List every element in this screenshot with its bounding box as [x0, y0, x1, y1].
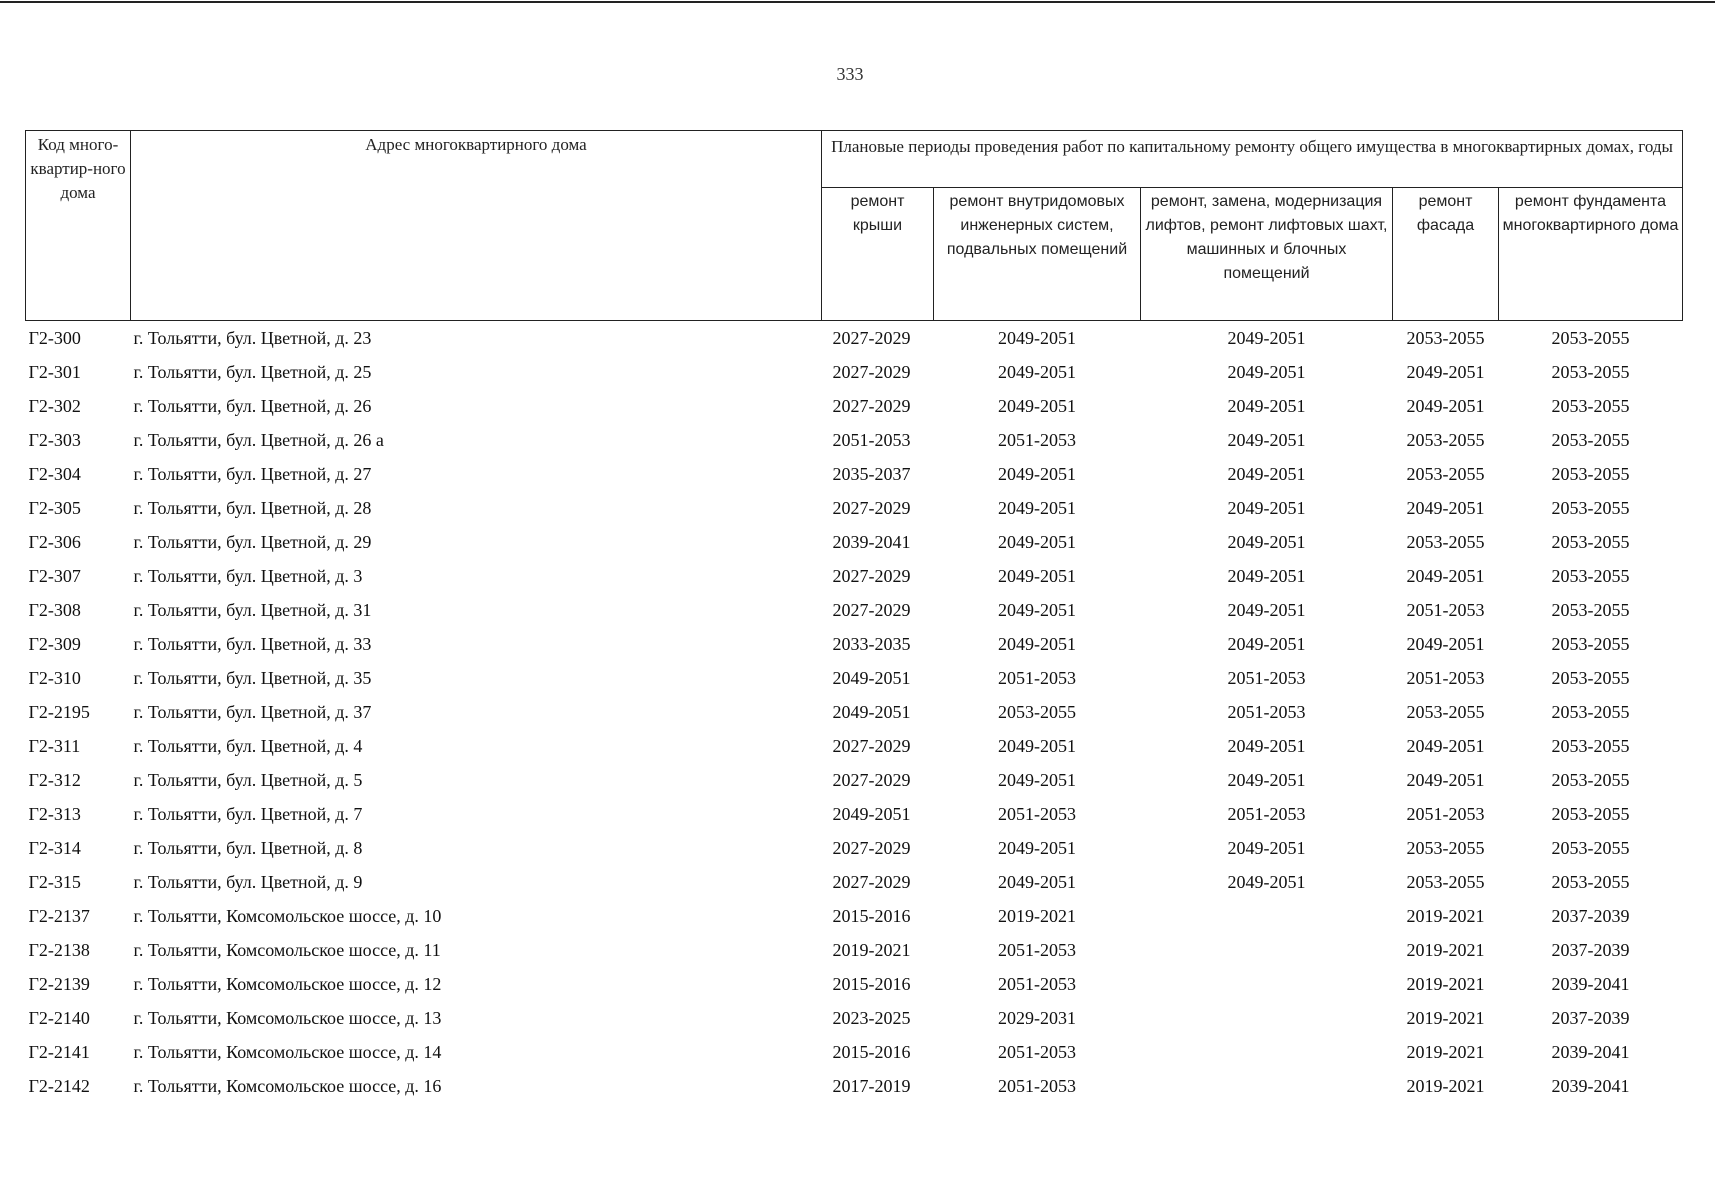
table-row [26, 457, 1683, 491]
cell-facade: 2019-2021 [1406, 1041, 1485, 1062]
cell-roof: 2027-2029 [832, 837, 911, 858]
cell-elevators [1141, 1001, 1393, 1035]
cell-foundation: 2053-2055 [1551, 803, 1630, 824]
cell-engineering: 2051-2053 [998, 803, 1076, 824]
table-row [26, 831, 1683, 865]
cell-code: Г2-305 [28, 497, 81, 518]
table-row [26, 661, 1683, 695]
cell-code: Г2-2137 [28, 905, 90, 926]
cell-code: Г2-2141 [28, 1041, 90, 1062]
cell-elevators: 2049-2051 [1227, 871, 1306, 892]
cell-foundation: 2053-2055 [1551, 667, 1630, 688]
cell-elevators: 2049-2051 [1227, 599, 1306, 620]
cell-engineering: 2051-2053 [998, 1041, 1076, 1062]
cell-foundation: 2053-2055 [1551, 497, 1630, 518]
cell-engineering: 2019-2021 [998, 905, 1076, 926]
cell-elevators: 2049-2051 [1227, 837, 1306, 858]
header-code: Код много-квартир-ного дома [26, 131, 131, 321]
cell-code: Г2-315 [28, 871, 81, 892]
cell-code: Г2-311 [28, 735, 81, 756]
cell-foundation: 2053-2055 [1551, 769, 1630, 790]
cell-address: г. Тольятти, бул. Цветной, д. 28 [133, 497, 372, 518]
cell-elevators [1141, 1035, 1393, 1069]
cell-engineering: 2049-2051 [998, 837, 1076, 858]
cell-engineering: 2049-2051 [998, 735, 1076, 756]
cell-engineering: 2049-2051 [998, 769, 1076, 790]
cell-roof: 2027-2029 [832, 327, 911, 348]
cell-code: Г2-306 [28, 531, 81, 552]
cell-roof: 2027-2029 [832, 361, 911, 382]
cell-facade: 2049-2051 [1406, 565, 1485, 586]
cell-code: Г2-2139 [28, 973, 90, 994]
cell-foundation: 2053-2055 [1551, 701, 1630, 722]
cell-elevators: 2049-2051 [1227, 769, 1306, 790]
cell-roof: 2017-2019 [832, 1075, 911, 1096]
table-row [26, 1001, 1683, 1035]
cell-engineering: 2049-2051 [998, 497, 1076, 518]
cell-roof: 2015-2016 [832, 1041, 911, 1062]
cell-elevators: 2049-2051 [1227, 531, 1306, 552]
cell-facade: 2019-2021 [1406, 905, 1485, 926]
cell-roof: 2049-2051 [832, 667, 911, 688]
cell-facade: 2049-2051 [1406, 735, 1485, 756]
cell-roof: 2035-2037 [832, 463, 911, 484]
cell-code: Г2-312 [28, 769, 81, 790]
cell-facade: 2049-2051 [1406, 361, 1485, 382]
cell-roof: 2015-2016 [832, 973, 911, 994]
cell-engineering: 2051-2053 [998, 973, 1076, 994]
cell-roof: 2049-2051 [832, 701, 911, 722]
cell-engineering: 2049-2051 [998, 633, 1076, 654]
table-row [26, 525, 1683, 559]
cell-code: Г2-2138 [28, 939, 90, 960]
cell-engineering: 2051-2053 [998, 429, 1076, 450]
cell-code: Г2-307 [28, 565, 81, 586]
cell-address: г. Тольятти, бул. Цветной, д. 33 [133, 633, 372, 654]
cell-address: г. Тольятти, бул. Цветной, д. 3 [133, 565, 363, 586]
cell-facade: 2049-2051 [1406, 497, 1485, 518]
cell-foundation: 2039-2041 [1551, 1075, 1630, 1096]
cell-roof: 2027-2029 [832, 497, 911, 518]
cell-foundation: 2053-2055 [1551, 531, 1630, 552]
table-row [26, 593, 1683, 627]
cell-facade: 2049-2051 [1406, 769, 1485, 790]
cell-facade: 2051-2053 [1406, 667, 1485, 688]
cell-elevators: 2049-2051 [1227, 633, 1306, 654]
cell-code: Г2-302 [28, 395, 81, 416]
cell-address: г. Тольятти, бул. Цветной, д. 8 [133, 837, 363, 858]
cell-roof: 2027-2029 [832, 395, 911, 416]
cell-address: г. Тольятти, бул. Цветной, д. 4 [133, 735, 363, 756]
cell-elevators: 2049-2051 [1227, 497, 1306, 518]
cell-roof: 2019-2021 [832, 939, 911, 960]
cell-facade: 2053-2055 [1406, 701, 1485, 722]
cell-foundation: 2053-2055 [1551, 327, 1630, 348]
cell-address: г. Тольятти, бул. Цветной, д. 25 [133, 361, 372, 382]
cell-code: Г2-2195 [28, 701, 90, 722]
table-row [26, 695, 1683, 729]
cell-engineering: 2049-2051 [998, 327, 1076, 348]
cell-elevators: 2049-2051 [1227, 361, 1306, 382]
header-facade: ремонт фасада [1393, 188, 1499, 321]
cell-address: г. Тольятти, Комсомольское шоссе, д. 10 [133, 905, 442, 926]
cell-address: г. Тольятти, бул. Цветной, д. 9 [133, 871, 363, 892]
cell-facade: 2019-2021 [1406, 973, 1485, 994]
cell-roof: 2015-2016 [832, 905, 911, 926]
cell-address: г. Тольятти, Комсомольское шоссе, д. 16 [133, 1075, 442, 1096]
cell-engineering: 2029-2031 [998, 1007, 1076, 1028]
cell-foundation: 2037-2039 [1551, 905, 1630, 926]
cell-address: г. Тольятти, бул. Цветной, д. 31 [133, 599, 372, 620]
cell-address: г. Тольятти, Комсомольское шоссе, д. 11 [133, 939, 441, 960]
cell-facade: 2051-2053 [1406, 599, 1485, 620]
table-row [26, 899, 1683, 933]
cell-engineering: 2049-2051 [998, 871, 1076, 892]
table-row [26, 1069, 1683, 1103]
cell-code: Г2-308 [28, 599, 81, 620]
cell-address: г. Тольятти, бул. Цветной, д. 26 [133, 395, 372, 416]
cell-elevators: 2049-2051 [1227, 463, 1306, 484]
cell-code: Г2-303 [28, 429, 81, 450]
cell-foundation: 2053-2055 [1551, 633, 1630, 654]
cell-address: г. Тольятти, бул. Цветной, д. 7 [133, 803, 363, 824]
cell-engineering: 2051-2053 [998, 939, 1076, 960]
header-elevators: ремонт, замена, модернизация лифтов, ремонт лифтовых шахт, машинных и блочных помещений [1141, 188, 1393, 321]
cell-engineering: 2049-2051 [998, 599, 1076, 620]
cell-elevators: 2051-2053 [1227, 667, 1306, 688]
top-border-line [0, 1, 1715, 3]
cell-code: Г2-300 [28, 327, 81, 348]
cell-address: г. Тольятти, Комсомольское шоссе, д. 14 [133, 1041, 442, 1062]
cell-foundation: 2039-2041 [1551, 1041, 1630, 1062]
cell-elevators: 2049-2051 [1227, 735, 1306, 756]
cell-foundation: 2053-2055 [1551, 871, 1630, 892]
cell-roof: 2027-2029 [832, 871, 911, 892]
cell-code: Г2-2142 [28, 1075, 90, 1096]
cell-foundation: 2053-2055 [1551, 735, 1630, 756]
cell-elevators [1141, 899, 1393, 933]
cell-elevators [1141, 1069, 1393, 1103]
cell-facade: 2019-2021 [1406, 939, 1485, 960]
cell-roof: 2027-2029 [832, 565, 911, 586]
table-row [26, 933, 1683, 967]
table-row [26, 559, 1683, 593]
cell-facade: 2053-2055 [1406, 327, 1485, 348]
cell-code: Г2-309 [28, 633, 81, 654]
table-row [26, 355, 1683, 389]
cell-address: г. Тольятти, Комсомольское шоссе, д. 13 [133, 1007, 442, 1028]
cell-engineering: 2051-2053 [998, 667, 1076, 688]
header-address: Адрес многоквартирного дома [131, 131, 822, 321]
page-number: 333 [836, 64, 864, 84]
table-row [26, 389, 1683, 423]
table-row [26, 797, 1683, 831]
cell-address: г. Тольятти, Комсомольское шоссе, д. 12 [133, 973, 442, 994]
table-row [26, 321, 1683, 356]
cell-address: г. Тольятти, бул. Цветной, д. 23 [133, 327, 372, 348]
header-foundation: ремонт фундамента многоквартирного дома [1499, 188, 1683, 321]
header-engineering: ремонт внутридомовых инженерных систем, подвальных помещений [934, 188, 1141, 321]
cell-engineering: 2051-2053 [998, 1075, 1076, 1096]
table-row [26, 729, 1683, 763]
cell-facade: 2053-2055 [1406, 871, 1485, 892]
table-row [26, 491, 1683, 525]
cell-elevators: 2049-2051 [1227, 429, 1306, 450]
cell-roof: 2027-2029 [832, 769, 911, 790]
cell-roof: 2027-2029 [832, 735, 911, 756]
cell-foundation: 2037-2039 [1551, 939, 1630, 960]
cell-facade: 2019-2021 [1406, 1007, 1485, 1028]
cell-foundation: 2053-2055 [1551, 837, 1630, 858]
cell-address: г. Тольятти, бул. Цветной, д. 35 [133, 667, 372, 688]
cell-code: Г2-301 [28, 361, 81, 382]
cell-roof: 2023-2025 [832, 1007, 911, 1028]
table-body [26, 321, 1683, 1104]
cell-elevators: 2049-2051 [1227, 327, 1306, 348]
cell-foundation: 2053-2055 [1551, 429, 1630, 450]
header-roof: ремонт крыши [822, 188, 934, 321]
cell-facade: 2051-2053 [1406, 803, 1485, 824]
cell-facade: 2049-2051 [1406, 395, 1485, 416]
cell-foundation: 2039-2041 [1551, 973, 1630, 994]
cell-engineering: 2049-2051 [998, 463, 1076, 484]
cell-engineering: 2049-2051 [998, 361, 1076, 382]
cell-foundation: 2053-2055 [1551, 599, 1630, 620]
cell-code: Г2-304 [28, 463, 81, 484]
cell-facade: 2053-2055 [1406, 531, 1485, 552]
cell-roof: 2049-2051 [832, 803, 911, 824]
table-row [26, 627, 1683, 661]
cell-elevators: 2051-2053 [1227, 803, 1306, 824]
cell-elevators [1141, 967, 1393, 1001]
cell-facade: 2019-2021 [1406, 1075, 1485, 1096]
cell-address: г. Тольятти, бул. Цветной, д. 27 [133, 463, 372, 484]
header-periods-group: Плановые периоды проведения работ по капитальному ремонту общего имущества в многоквартирных домах, годы [822, 131, 1683, 188]
cell-engineering: 2049-2051 [998, 395, 1076, 416]
capital-repair-table [25, 130, 1683, 1103]
cell-foundation: 2053-2055 [1551, 565, 1630, 586]
cell-elevators [1141, 933, 1393, 967]
cell-foundation: 2053-2055 [1551, 361, 1630, 382]
cell-engineering: 2049-2051 [998, 565, 1076, 586]
table-row [26, 763, 1683, 797]
table-row [26, 865, 1683, 899]
cell-address: г. Тольятти, бул. Цветной, д. 26 а [133, 429, 384, 450]
cell-foundation: 2053-2055 [1551, 395, 1630, 416]
cell-address: г. Тольятти, бул. Цветной, д. 37 [133, 701, 372, 722]
cell-facade: 2053-2055 [1406, 463, 1485, 484]
table-row [26, 423, 1683, 457]
cell-roof: 2039-2041 [832, 531, 911, 552]
cell-address: г. Тольятти, бул. Цветной, д. 29 [133, 531, 372, 552]
cell-foundation: 2053-2055 [1551, 463, 1630, 484]
cell-roof: 2033-2035 [832, 633, 911, 654]
cell-elevators: 2049-2051 [1227, 395, 1306, 416]
cell-roof: 2027-2029 [832, 599, 911, 620]
cell-engineering: 2053-2055 [998, 701, 1076, 722]
cell-code: Г2-310 [28, 667, 81, 688]
cell-foundation: 2037-2039 [1551, 1007, 1630, 1028]
cell-roof: 2051-2053 [832, 429, 911, 450]
cell-elevators: 2051-2053 [1227, 701, 1306, 722]
cell-code: Г2-313 [28, 803, 81, 824]
cell-engineering: 2049-2051 [998, 531, 1076, 552]
table-row [26, 967, 1683, 1001]
cell-code: Г2-2140 [28, 1007, 90, 1028]
cell-facade: 2053-2055 [1406, 837, 1485, 858]
cell-facade: 2053-2055 [1406, 429, 1485, 450]
cell-code: Г2-314 [28, 837, 81, 858]
table-row [26, 1035, 1683, 1069]
cell-facade: 2049-2051 [1406, 633, 1485, 654]
cell-elevators: 2049-2051 [1227, 565, 1306, 586]
cell-address: г. Тольятти, бул. Цветной, д. 5 [133, 769, 363, 790]
